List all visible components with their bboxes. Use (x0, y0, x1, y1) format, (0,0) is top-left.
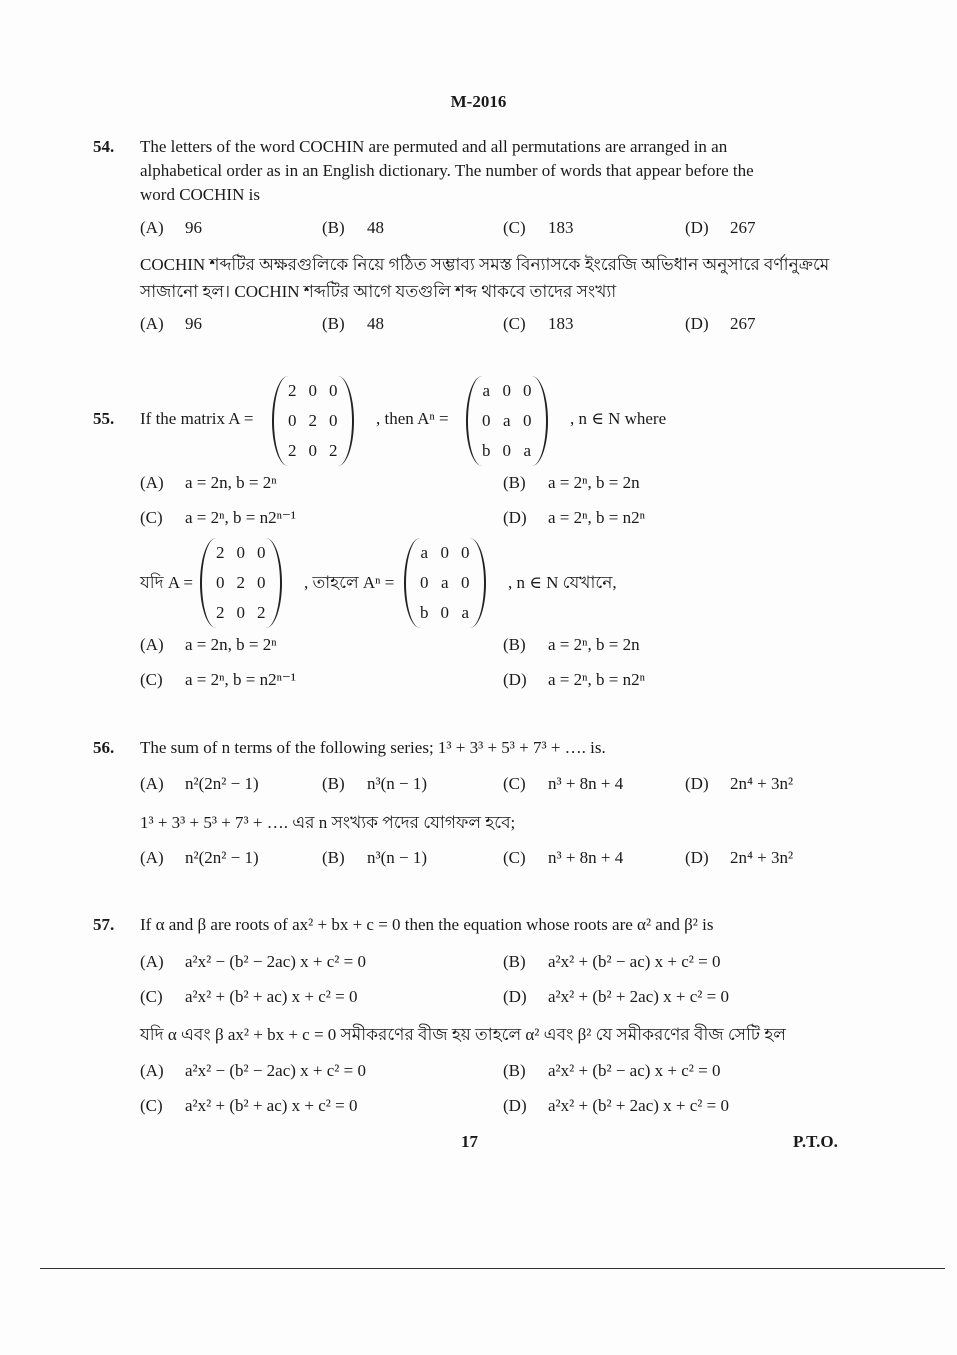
option-label: (A) (140, 952, 164, 971)
matrix-cell: 2 (288, 381, 297, 400)
question-text: , then Aⁿ = (376, 409, 449, 428)
option-label: (B) (322, 848, 345, 867)
question-text-bengali: , তাহলে Aⁿ = (304, 573, 395, 592)
question-text: , n ∈ N where (570, 409, 667, 428)
pto-label: P.T.O. (793, 1132, 838, 1151)
matrix-cell: 0 (329, 381, 338, 400)
option-label: (D) (685, 218, 709, 237)
option-value: n³ + 8n + 4 (548, 774, 624, 793)
option-value: a²x² + (b² + 2ac) x + c² = 0 (548, 1096, 729, 1115)
matrix-cell: 0 (502, 441, 511, 460)
option-value: 96 (185, 218, 202, 237)
question-number: 57. (93, 915, 115, 934)
matrix-cell: 2 (288, 441, 297, 460)
option-value: 267 (730, 314, 756, 333)
option-value: 96 (185, 314, 202, 333)
matrix-cell: a (420, 543, 429, 562)
matrix-cell: 2 (236, 573, 245, 592)
option-value: a²x² + (b² + ac) x + c² = 0 (185, 1096, 358, 1115)
option-label: (C) (503, 774, 526, 793)
option-value: a²x² + (b² + ac) x + c² = 0 (185, 987, 358, 1006)
question-text-bengali: , n ∈ N যেখানে, (508, 573, 617, 592)
matrix-cell: a (440, 573, 449, 592)
question-number: 56. (93, 738, 115, 757)
option-value: a = 2ⁿ, b = n2ⁿ (548, 508, 645, 527)
question-text-bengali: সাজানো হল। COCHIN শব্দটির আগে যতগুলি শব্দ থাকবে তাদের সংখ্যা (140, 282, 617, 301)
option-value: a = 2ⁿ, b = 2n (548, 473, 640, 492)
matrix-cell: 2 (257, 603, 266, 622)
question-text-bengali: 1³ + 3³ + 5³ + 7³ + …. এর n সংখ্যক পদের যোগফল হবে; (140, 813, 516, 832)
matrix-cell: 0 (461, 573, 470, 592)
option-label: (B) (503, 952, 526, 971)
option-value: 2n⁴ + 3n² (730, 774, 794, 793)
option-label: (A) (140, 1061, 164, 1080)
option-value: n²(2n² − 1) (185, 848, 259, 867)
option-value: n³ + 8n + 4 (548, 848, 624, 867)
option-value: n³(n − 1) (367, 774, 428, 793)
question-text: alphabetical order as in an English dictionary. The number of words that appear before the (140, 161, 754, 180)
option-value: a²x² − (b² − 2ac) x + c² = 0 (185, 952, 366, 971)
question-text-bengali: COCHIN শব্দটির অক্ষরগুলিকে নিয়ে গঠিত সম্ভাব্য সমস্ত বিন্যাসকে ইংরেজি অভিধান অনুসারে বর্ণানুক্রমে (140, 255, 830, 274)
matrix-an (404, 538, 486, 628)
option-value: 2n⁴ + 3n² (730, 848, 794, 867)
matrix-cell: 0 (440, 543, 449, 562)
option-label: (C) (140, 1096, 163, 1115)
option-label: (C) (140, 670, 163, 689)
matrix-cell: 0 (329, 411, 338, 430)
option-value: 48 (367, 218, 384, 237)
option-value: a²x² + (b² − ac) x + c² = 0 (548, 952, 721, 971)
matrix-cell: 0 (502, 381, 511, 400)
option-value: a = 2ⁿ, b = n2ⁿ (548, 670, 645, 689)
matrix-cell: 0 (523, 381, 532, 400)
matrix-cell: 0 (257, 543, 266, 562)
option-value: 48 (367, 314, 384, 333)
matrix-cell: 0 (308, 381, 317, 400)
option-label: (A) (140, 218, 164, 237)
option-value: 267 (730, 218, 756, 237)
option-label: (A) (140, 314, 164, 333)
question-number: 55. (93, 409, 115, 428)
paper-code: M-2016 (450, 92, 507, 111)
option-label: (B) (503, 1061, 526, 1080)
matrix-cell: a (461, 603, 470, 622)
question-text-bengali: যদি A = (140, 573, 194, 592)
question-text: If the matrix A = (140, 409, 254, 428)
option-label: (D) (503, 987, 527, 1006)
option-label: (D) (503, 1096, 527, 1115)
matrix-cell: 0 (216, 573, 225, 592)
option-label: (C) (140, 987, 163, 1006)
matrix-an (466, 376, 548, 466)
question-text: The letters of the word COCHIN are permuted and all permutations are arranged in an (140, 137, 728, 156)
matrix-cell: b (420, 603, 429, 622)
matrix-cell: 2 (216, 543, 225, 562)
option-label: (C) (140, 508, 163, 527)
option-value: a = 2n, b = 2ⁿ (185, 635, 277, 654)
matrix-cell: b (482, 441, 491, 460)
option-label: (A) (140, 774, 164, 793)
matrix-a (272, 376, 354, 466)
option-label: (C) (503, 314, 526, 333)
bottom-rule (40, 1268, 945, 1269)
matrix-cell: 2 (308, 411, 317, 430)
matrix-cell: 0 (236, 543, 245, 562)
question-text: If α and β are roots of ax² + bx + c = 0 then the equation whose roots are α² and β² is (140, 915, 714, 934)
matrix-cell: 0 (257, 573, 266, 592)
matrix-cell: a (482, 381, 491, 400)
option-value: 183 (548, 218, 574, 237)
option-label: (A) (140, 848, 164, 867)
option-label: (B) (322, 774, 345, 793)
option-value: a = 2ⁿ, b = n2ⁿ⁻¹ (185, 508, 296, 527)
page-number: 17 (461, 1132, 478, 1151)
option-value: n²(2n² − 1) (185, 774, 259, 793)
question-text-bengali: যদি α এবং β ax² + bx + c = 0 সমীকরণের বীজ হয় তাহলে α² এবং β² যে সমীকরণের বীজ সেটি হল (140, 1025, 786, 1044)
matrix-cell: a (523, 441, 532, 460)
option-label: (D) (503, 670, 527, 689)
option-label: (B) (322, 314, 345, 333)
matrix-cell: 0 (308, 441, 317, 460)
matrix-cell: 0 (461, 543, 470, 562)
matrix-cell: 0 (420, 573, 429, 592)
matrix-cell: 0 (482, 411, 491, 430)
option-label: (A) (140, 473, 164, 492)
matrix-cell: 2 (216, 603, 225, 622)
option-label: (D) (685, 848, 709, 867)
option-label: (C) (503, 218, 526, 237)
option-value: a = 2ⁿ, b = n2ⁿ⁻¹ (185, 670, 296, 689)
question-text: word COCHIN is (140, 185, 260, 204)
option-label: (D) (685, 774, 709, 793)
option-label: (D) (503, 508, 527, 527)
option-label: (B) (322, 218, 345, 237)
option-label: (A) (140, 635, 164, 654)
option-label: (B) (503, 473, 526, 492)
option-label: (D) (685, 314, 709, 333)
matrix-a (200, 538, 282, 628)
option-value: n³(n − 1) (367, 848, 428, 867)
option-label: (B) (503, 635, 526, 654)
matrix-cell: 0 (288, 411, 297, 430)
option-value: a = 2n, b = 2ⁿ (185, 473, 277, 492)
option-value: 183 (548, 314, 574, 333)
matrix-cell: 2 (329, 441, 338, 460)
option-value: a²x² + (b² − ac) x + c² = 0 (548, 1061, 721, 1080)
question-text: The sum of n terms of the following series; 1³ + 3³ + 5³ + 7³ + …. is. (140, 738, 606, 757)
option-label: (C) (503, 848, 526, 867)
matrix-cell: 0 (523, 411, 532, 430)
question-number: 54. (93, 137, 115, 156)
matrix-cell: a (502, 411, 511, 430)
option-value: a²x² + (b² + 2ac) x + c² = 0 (548, 987, 729, 1006)
option-value: a = 2ⁿ, b = 2n (548, 635, 640, 654)
option-value: a²x² − (b² − 2ac) x + c² = 0 (185, 1061, 366, 1080)
matrix-cell: 0 (440, 603, 449, 622)
matrix-cell: 0 (236, 603, 245, 622)
